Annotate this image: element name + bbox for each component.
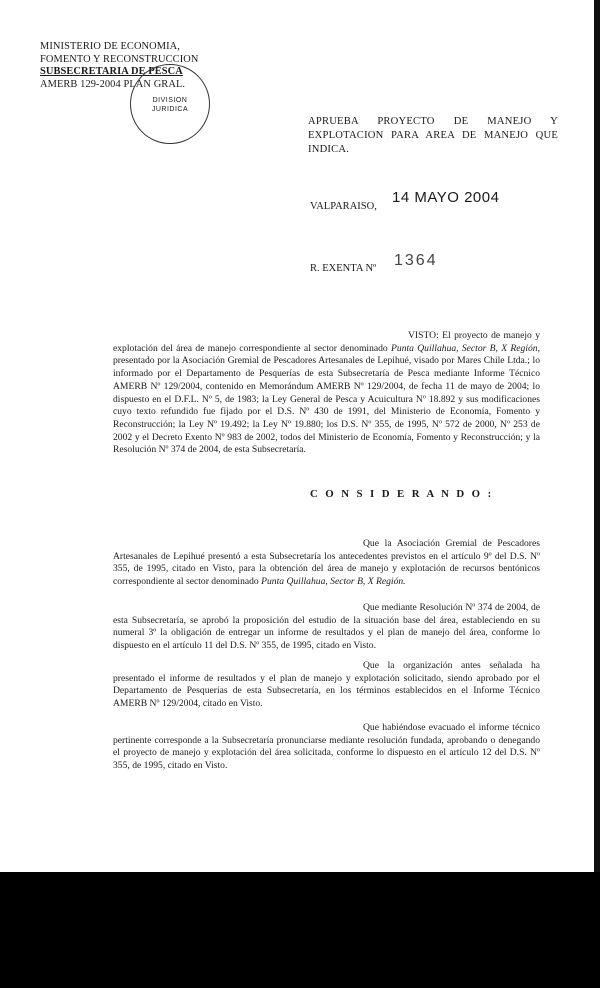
visto-paragraph [113, 330, 540, 457]
considerando-heading: C O N S I D E R A N D O : [310, 488, 494, 500]
c3-text: Que la organización antes señalada ha presentado el informe de resultados y el plan de manejo y explotación solicitado, siendo aprobado por el Departamento de Pesquerías de esta Subsecretaría, en los términos establecidos en el Informe Técnico AMERB Nº 129/2004, citado en Visto. [113, 660, 540, 710]
stamp-text-2: JURIDICA [151, 106, 189, 113]
ministry-line-2: FOMENTO Y RECONSTRUCCION [40, 53, 199, 65]
scan-bottom-margin [0, 872, 600, 988]
file-reference: AMERB 129-2004 PLAN GRAL. [40, 78, 186, 90]
scan-edge [594, 0, 600, 872]
subsecretary-line: SUBSECRETARIA DE PESCA [40, 66, 183, 77]
visto-lead: VISTO: [408, 330, 439, 341]
considerando-3 [113, 660, 540, 711]
date-stamp: 14 MAYO 2004 [392, 189, 500, 206]
place: VALPARAISO, [310, 201, 377, 212]
document-subject: APRUEBA PROYECTO DE MANEJO Y EXPLOTACION PARA AREA DE MANEJO QUE INDICA. [308, 116, 558, 155]
visto-text-1: El proyecto de manejo y explotación del área de manejo correspondiente al sector denominado [113, 330, 540, 354]
considerando-1 [113, 538, 540, 589]
division-stamp [130, 64, 210, 144]
c1-place: Punta Quillahua, Sector B, X Región. [261, 576, 406, 588]
visto-place: Punta Quillahua, Sector B, X Región, [391, 342, 540, 354]
ministry-line: MINISTERIO DE ECONOMIA, [40, 41, 180, 52]
resolution-label: R. EXENTA Nº [310, 263, 377, 274]
considerando-4 [113, 722, 540, 773]
considerando-2 [113, 602, 540, 653]
c4-text: Que habiéndose evacuado el informe técnico pertinente corresponde a la Subsecretaría pronunciarse mediante resolución fundada, aprobando o denegando el proyecto de manejo y explotación del área solicitada, conforme lo dispuesto en el artículo 12 del D.S. Nº 355, de 1995, citado en Visto. [113, 722, 540, 772]
stamp-text-1: DIVISION [152, 97, 188, 104]
c2-text: Que mediante Resolución Nº 374 de 2004, de esta Subsecretaría, se aprobó la proposición del estudio de la situación base del área, estableciendo en su numeral 3º la obligación de entregar un informe de resultados y el plan de manejo del área, conforme lo dispuesto en el artículo 11 del D.S. Nº 355, de 1995, citado en Visto. [113, 602, 540, 652]
c1-text: Que la Asociación Gremial de Pescadores Artesanales de Lepihué presentó a esta Subsecretaría los antecedentes previstos en el artículo 9º del D.S. Nº 355, de 1995, citado en Visto, para la obtención del área de manejo y explotación de recursos bentónicos correspondiente al sector denominado [113, 538, 540, 588]
visto-text-2: presentado por la Asociación Gremial de Pescadores Artesanales de Lepihué, visado por Mares Chile Ltda.; lo informado por el Departamento de Pesquerías de esta Subsecretaría de Pesca mediante Informe Técnico AMERB Nº 129/2004, contenido en Memorándum AMERB Nº 129/2004, de fecha 11 de mayo de 2004; lo dispuesto en el D.F.L. Nº 5, de 1983; la Ley General de Pesca y Acuicultura Nº 18.892 y sus modificaciones cuyo texto refundido fue fijado por el D.S. Nº 430 de 1991, del Ministerio de Economía, Fomento y Reconstrucción; la Ley Nº 19.492; la Ley Nº 19.880; los D.S. Nº 355, de 1995, Nº 572 de 2000, Nº 253 de 2002 y el Decreto Exento Nº 983 de 2002, todos del Ministerio de Economía, Fomento y Reconstrucción; y la Resolución Nº 374 de 2004, de esta Subsecretaría. [113, 355, 540, 456]
resolution-number: 1364 [394, 252, 438, 269]
